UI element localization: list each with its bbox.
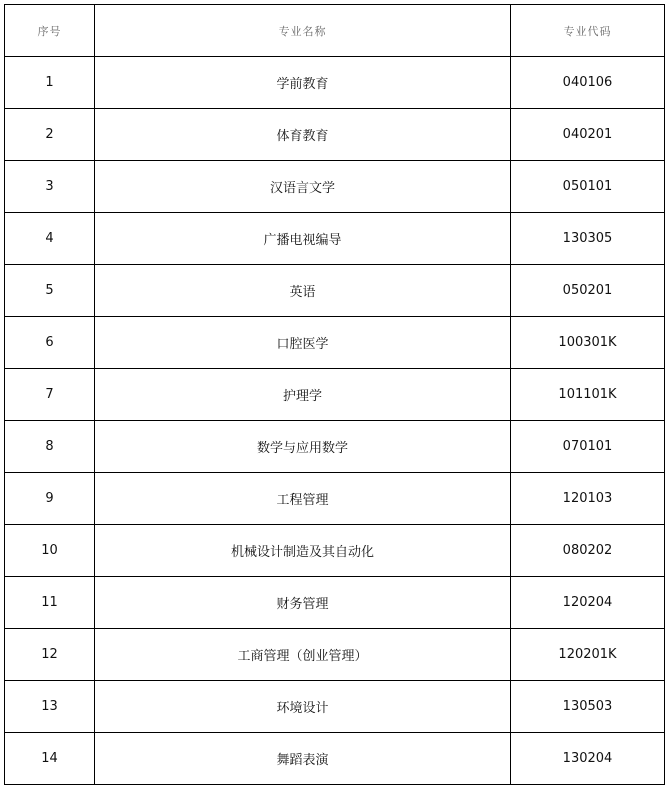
table-row [5,161,665,213]
row-code: 130305 [511,213,665,265]
table-row [5,681,665,733]
table-row [5,473,665,525]
row-code: 120103 [511,473,665,525]
header-row [5,5,665,57]
row-index: 11 [5,577,95,629]
row-code: 100301K [511,317,665,369]
row-index: 14 [5,733,95,785]
row-index: 8 [5,421,95,473]
table-row [5,57,665,109]
row-index: 5 [5,265,95,317]
table-header [5,5,665,57]
row-code: 130204 [511,733,665,785]
row-name: 英语 [95,265,511,317]
row-name: 口腔医学 [95,317,511,369]
row-name: 财务管理 [95,577,511,629]
row-index: 6 [5,317,95,369]
table-row [5,577,665,629]
table-row [5,369,665,421]
row-name: 汉语言文学 [95,161,511,213]
row-code: 080202 [511,525,665,577]
table-row [5,109,665,161]
row-code: 050201 [511,265,665,317]
row-code: 040106 [511,57,665,109]
table-row [5,265,665,317]
row-code: 070101 [511,421,665,473]
table-row [5,317,665,369]
row-index: 1 [5,57,95,109]
row-code: 120201K [511,629,665,681]
table-row [5,733,665,785]
row-name: 广播电视编导 [95,213,511,265]
table-row [5,629,665,681]
table-body [5,57,665,785]
row-code: 101101K [511,369,665,421]
row-name: 数学与应用数学 [95,421,511,473]
row-index: 4 [5,213,95,265]
table-row [5,213,665,265]
table-row [5,525,665,577]
row-index: 7 [5,369,95,421]
row-index: 13 [5,681,95,733]
row-code: 130503 [511,681,665,733]
row-name: 学前教育 [95,57,511,109]
row-index: 2 [5,109,95,161]
row-name: 体育教育 [95,109,511,161]
row-name: 环境设计 [95,681,511,733]
row-index: 12 [5,629,95,681]
row-name: 工商管理（创业管理） [95,629,511,681]
row-index: 10 [5,525,95,577]
row-code: 040201 [511,109,665,161]
header-index: 序号 [5,5,95,57]
header-code: 专业代码 [511,5,665,57]
table-row [5,421,665,473]
row-name: 工程管理 [95,473,511,525]
row-name: 舞蹈表演 [95,733,511,785]
row-name: 机械设计制造及其自动化 [95,525,511,577]
majors-table [4,4,665,785]
row-index: 9 [5,473,95,525]
row-index: 3 [5,161,95,213]
row-code: 120204 [511,577,665,629]
header-name: 专业名称 [95,5,511,57]
row-name: 护理学 [95,369,511,421]
row-code: 050101 [511,161,665,213]
